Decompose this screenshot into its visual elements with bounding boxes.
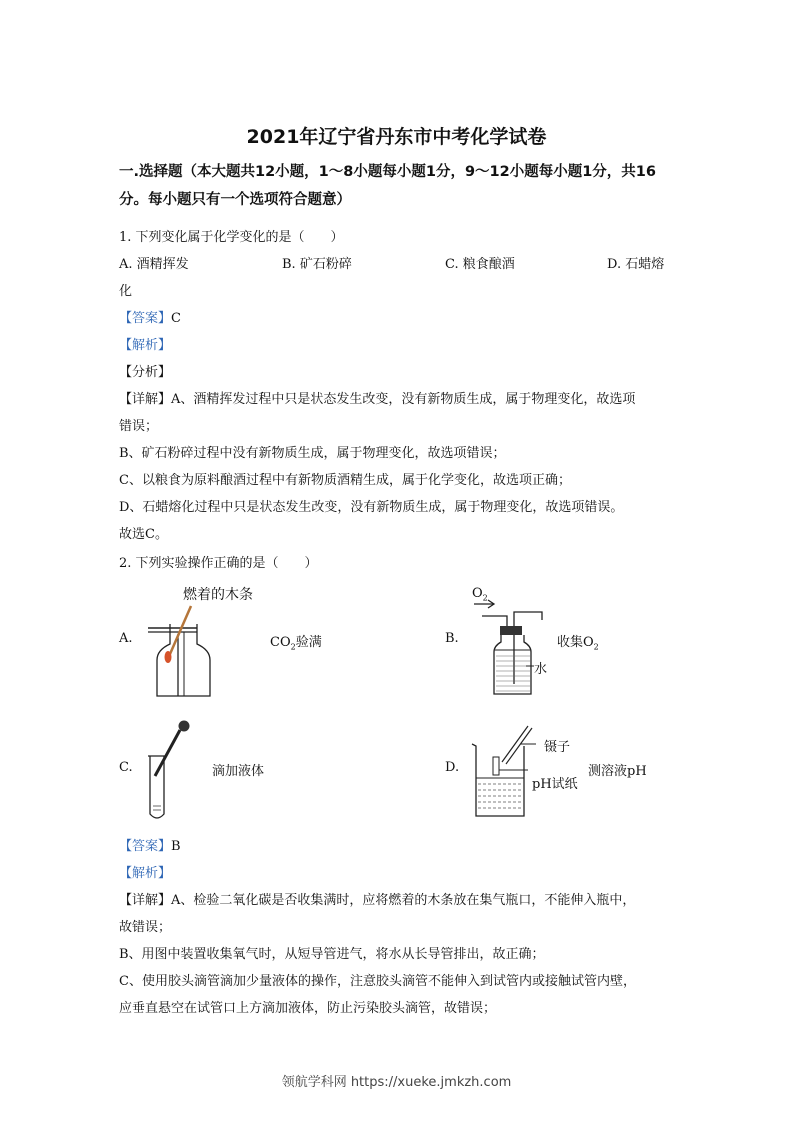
answer-tag: 【答案】 — [119, 311, 172, 326]
fig-a-caption-sub: 2 — [290, 642, 296, 652]
q2-detail-a — [119, 889, 635, 908]
q2-stem: 2. 下列实验操作正确的是（ ） — [119, 556, 318, 571]
q2-analysis-tag: 【解析】 — [119, 866, 172, 881]
q1-answer: C — [171, 311, 181, 326]
fig-b-caption — [557, 631, 599, 652]
fig-a-label-top: 燃着的木条 — [183, 587, 253, 603]
detail-tag: 【详解】 — [119, 392, 172, 407]
fig-b-gas-sub: 2 — [482, 593, 488, 603]
q1-option-b: B. 矿石粉碎 — [282, 257, 352, 272]
fig-b-letter: B. — [445, 631, 459, 646]
q2-detail-c-wrap: 应垂直悬空在试管口上方滴加液体，防止污染胶头滴管，故错误； — [119, 1001, 497, 1016]
q1-option-d-wrap: 化 — [119, 284, 133, 299]
q2-detail-a-text: A、检验二氧化碳是否收集满时，应将燃着的木条放在集气瓶口，不能伸入瓶中， — [171, 893, 636, 908]
co2-bottle-figure — [140, 604, 215, 700]
section-heading: 一.选择题（本大题共12小题，1～8小题每小题1分，9～12小题每小题1分，共16分。每小题只有一个选项符合题意） — [119, 164, 656, 208]
gas-collection-bottle-figure — [470, 598, 550, 698]
dropper-test-tube-figure — [140, 718, 200, 824]
q1-detail-a-text: A、酒精挥发过程中只是状态发生改变，没有新物质生成，属于物理变化，故选项 — [171, 392, 636, 407]
q1-stem: 1. 下列变化属于化学变化的是（ ） — [119, 230, 344, 245]
exam-title: 2021年辽宁省丹东市中考化学试卷 — [246, 126, 547, 148]
fig-c-caption: 滴加液体 — [212, 764, 265, 779]
fig-a-caption-post: 验满 — [295, 635, 322, 650]
q1-detail-d: D、石蜡熔化过程中只是状态发生改变，没有新物质生成，属于物理变化，故选项错误。 — [119, 500, 624, 515]
q2-detail-b: B、用图中装置收集氧气时，从短导管进气，将水从长导管排出，故正确； — [119, 947, 545, 962]
fig-c-letter: C. — [119, 760, 133, 775]
q1-option-a: A. 酒精挥发 — [119, 257, 189, 272]
q1-analysis-tag: 【解析】 — [119, 338, 172, 353]
q1-fenxi-tag: 【分析】 — [119, 365, 172, 380]
fig-b-water-label: 水 — [534, 662, 548, 677]
detail-tag: 【详解】 — [119, 893, 172, 908]
fig-a-caption — [270, 631, 322, 652]
fig-b-gas: O — [472, 586, 483, 601]
q1-conclusion: 故选C。 — [119, 527, 168, 542]
fig-d-paper-label: pH试纸 — [532, 777, 578, 792]
answer-tag: 【答案】 — [119, 839, 172, 854]
q1-option-d: D. 石蜡熔 — [607, 257, 665, 272]
ph-test-beaker-figure — [466, 722, 546, 822]
q2-detail-c: C、使用胶头滴管滴加少量液体的操作，注意胶头滴管不能伸入到试管内或接触试管内壁， — [119, 974, 636, 989]
q2-answer: B — [171, 839, 181, 854]
fig-a-caption-pre: CO — [270, 635, 291, 650]
q1-answer-line — [119, 307, 181, 326]
fig-d-letter: D. — [445, 760, 460, 775]
q1-option-c: C. 粮食酿酒 — [445, 257, 515, 272]
q2-detail-a-wrap: 故错误； — [119, 920, 172, 935]
fig-d-caption: 测溶液pH — [588, 764, 647, 779]
fig-a-letter: A. — [119, 631, 133, 646]
q1-detail-a — [119, 388, 635, 407]
q1-detail-a-wrap: 错误； — [119, 419, 159, 434]
fig-d-tweezers-label: 镊子 — [544, 740, 571, 755]
footer-watermark: 领航学科网 https://xueke.jmkzh.com — [281, 1075, 512, 1090]
fig-b-caption-sub: 2 — [593, 642, 599, 652]
q1-detail-b: B、矿石粉碎过程中没有新物质生成，属于物理变化，故选项错误； — [119, 446, 506, 461]
fig-b-caption-pre: 收集O — [557, 635, 594, 650]
q1-detail-c: C、以粮食为原料酿酒过程中有新物质酒精生成，属于化学变化，故选项正确； — [119, 473, 571, 488]
q2-answer-line — [119, 835, 181, 854]
